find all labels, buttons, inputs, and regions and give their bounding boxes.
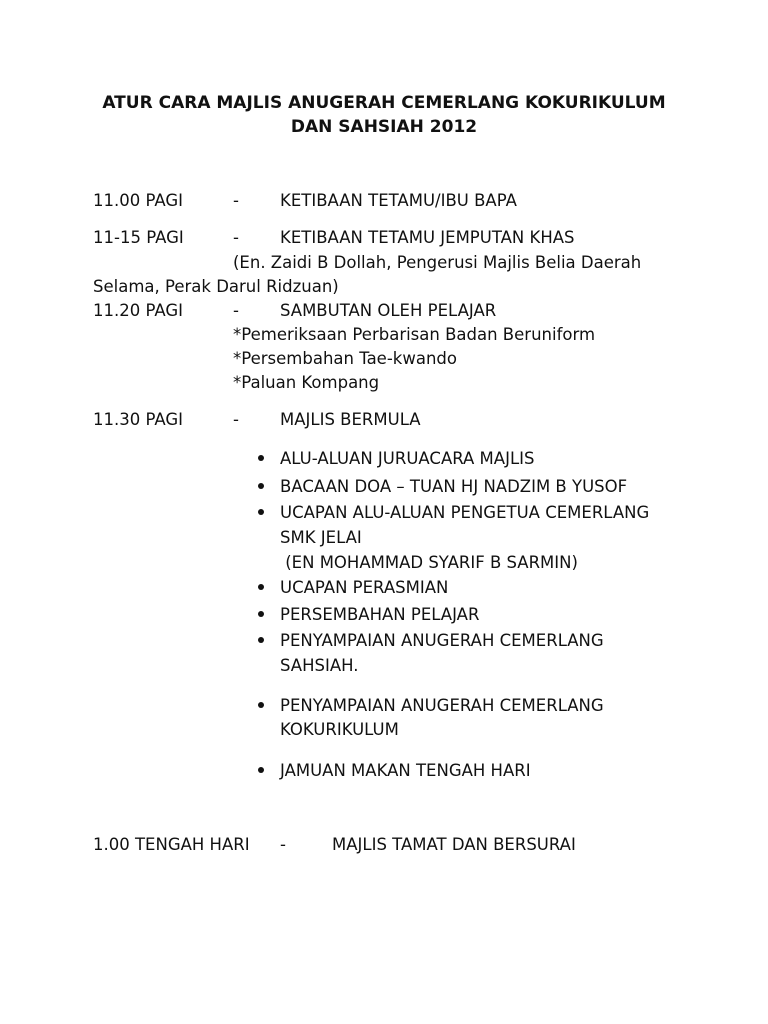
schedule-dash: - (280, 835, 286, 854)
schedule-dash: - (233, 410, 239, 429)
schedule-event: KETIBAAN TETAMU JEMPUTAN KHAS (280, 228, 575, 247)
bullet-dot (258, 584, 264, 590)
schedule-dash: - (233, 191, 239, 210)
bullet-item: PERSEMBAHAN PELAJAR (280, 605, 480, 624)
document-title-line-2: DAN SAHSIAH 2012 (290, 117, 478, 137)
bullet-item: BACAAN DOA – TUAN HJ NADZIM B YUSOF (280, 477, 628, 496)
bullet-item-continuation: SAHSIAH. (280, 656, 359, 675)
bullet-dot (258, 483, 264, 489)
bullet-dot (258, 702, 264, 708)
bullet-item-continuation: SMK JELAI (280, 528, 362, 547)
sub-item: *Pemeriksaan Perbarisan Badan Beruniform (233, 325, 596, 344)
schedule-dash: - (233, 228, 239, 247)
bullet-item: ALU-ALUAN JURUACARA MAJLIS (280, 449, 535, 468)
sub-item: *Paluan Kompang (233, 373, 380, 392)
bullet-dot (258, 509, 264, 515)
schedule-event-detail: Selama, Perak Darul Ridzuan) (93, 277, 339, 296)
schedule-event: SAMBUTAN OLEH PELAJAR (280, 301, 497, 320)
schedule-event-detail: (En. Zaidi B Dollah, Pengerusi Majlis Belia Daerah (233, 253, 642, 272)
bullet-item: JAMUAN MAKAN TENGAH HARI (280, 761, 531, 780)
sub-item: *Persembahan Tae-kwando (233, 349, 457, 368)
bullet-dot (258, 637, 264, 643)
bullet-item: PENYAMPAIAN ANUGERAH CEMERLANG (280, 631, 604, 650)
bullet-item: UCAPAN ALU-ALUAN PENGETUA CEMERLANG (280, 503, 650, 522)
bullet-dot (258, 455, 264, 461)
schedule-time: 11-15 PAGI (93, 228, 184, 247)
schedule-event: MAJLIS TAMAT DAN BERSURAI (332, 835, 576, 854)
schedule-time: 11.30 PAGI (93, 410, 184, 429)
bullet-item-continuation: KOKURIKULUM (280, 720, 399, 739)
bullet-dot (258, 611, 264, 617)
schedule-dash: - (233, 301, 239, 320)
bullet-item: UCAPAN PERASMIAN (280, 578, 449, 597)
schedule-event: KETIBAAN TETAMU/IBU BAPA (280, 191, 517, 210)
schedule-time: 11.00 PAGI (93, 191, 184, 210)
bullet-item: PENYAMPAIAN ANUGERAH CEMERLANG (280, 696, 604, 715)
schedule-time: 1.00 TENGAH HARI (93, 835, 250, 854)
schedule-time: 11.20 PAGI (93, 301, 184, 320)
document-title-line-1: ATUR CARA MAJLIS ANUGERAH CEMERLANG KOKURIKULUM (102, 93, 666, 113)
bullet-dot (258, 767, 264, 773)
schedule-event: MAJLIS BERMULA (280, 410, 421, 429)
bullet-item-continuation: (EN MOHAMMAD SYARIF B SARMIN) (280, 553, 578, 572)
